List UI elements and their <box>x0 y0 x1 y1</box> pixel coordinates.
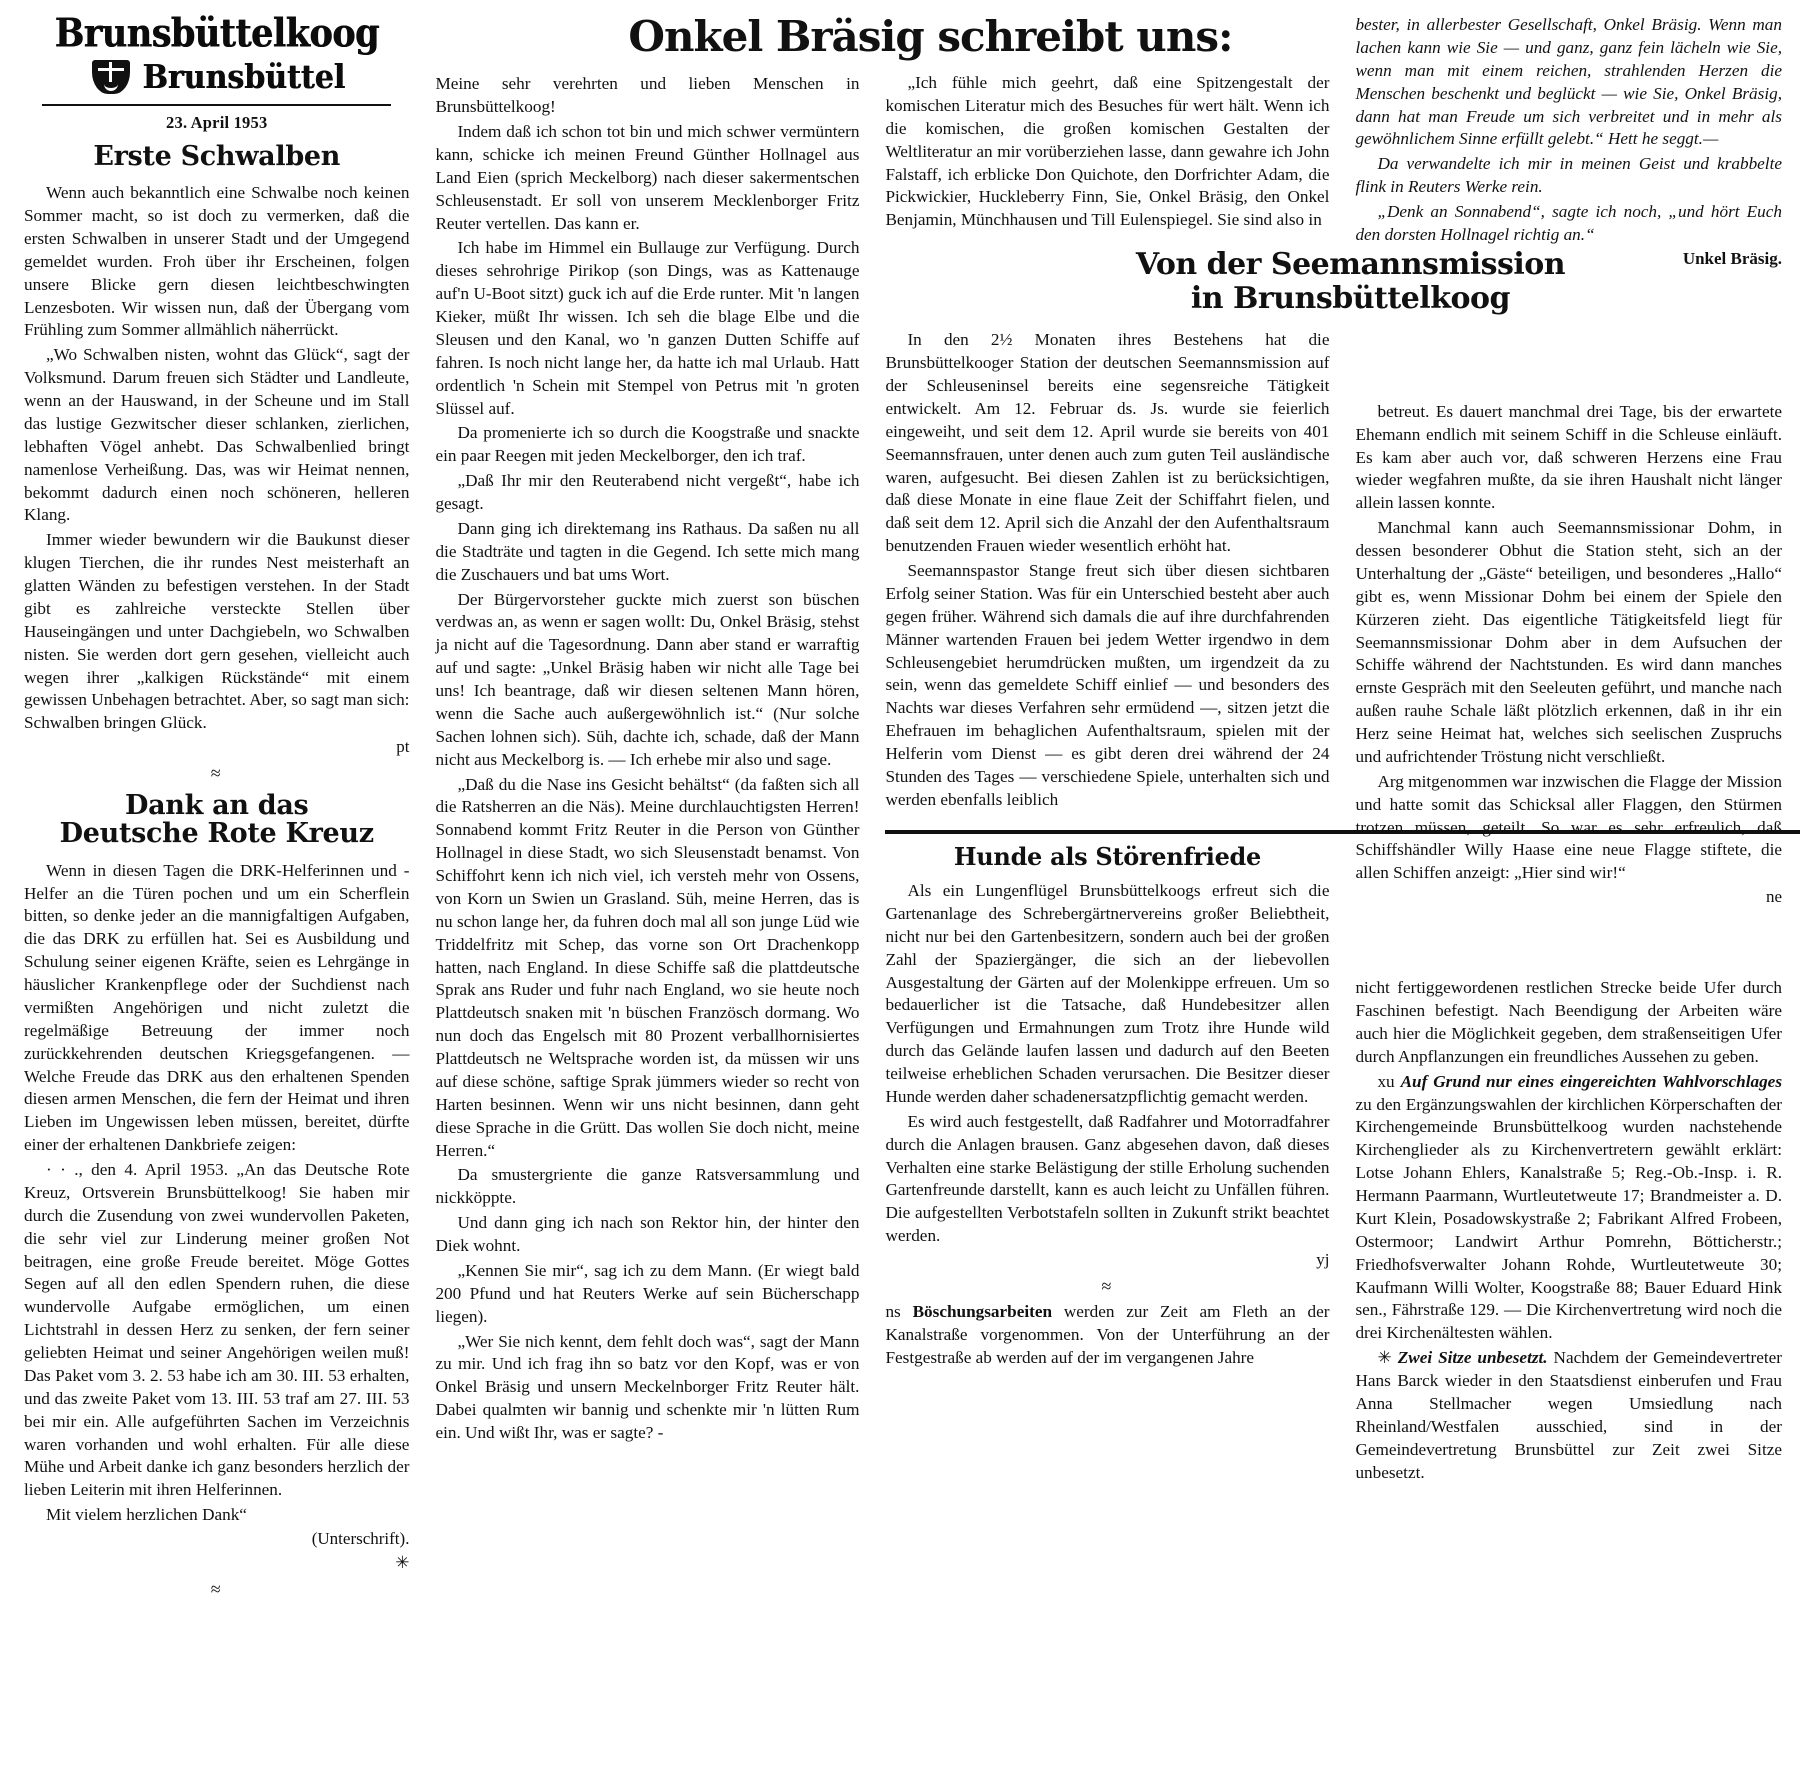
paragraph-zwei-sitze <box>1355 1347 1782 1484</box>
paragraph: bester, in allerbester Gesellschaft, Onkel Bräsig. Wenn man lachen kann wie Sie — und ganz, ganz fein lächeln wie Sie, wenn man mit einem reichen, strahlenden Herzen die Menschen beschenkt und beglückt — wie Sie, Onkel Bräsig, dann hat man Freude um sich verbreitet und in mehr als gewöhnlichem Sinne erfüllt gelebt.“ Hett he seggt.— <box>1355 15 1782 149</box>
paragraph: Da smustergriente die ganze Ratsversammlung und nickköppte. <box>435 1165 860 1208</box>
news-body: Nachdem der Gemeindevertreter Hans Barck wieder in den Staatsdienst einberufen und Frau Anna Stellmacher wegen Umsiedlung nach Rheinland/Westfalen ausschied, sind in der Gemeindevertretung Brunsbüttel zur Zeit zwei Sitze unbesetzt. <box>1355 1348 1782 1482</box>
paragraph: „Denk an Sonnabend“, sagte ich noch, „und hört Euch den dorsten Hollnagel richtig an.“ <box>1355 202 1782 244</box>
paragraph: „Wo Schwalben nisten, wohnt das Glück“, sagt der Volksmund. Darum freuen sich Städter und Landleute, wenn an der Hauswand, in der Scheune und im Stall das lustige Gezwitscher dieser schlanken, zierlichen, lebhaften Vögel anhebt. Das Schwalbenlied bringt namenlose Verheißung. Das, was wir Heimat nennen, bekommt dadurch einen noch schöneren, helleren Klang. <box>24 345 410 525</box>
news-body: werden zur Zeit am Fleth an der Kanalstraße vorgenommen. Von der Unterführung an der Festgestraße ab werden auf der im vergangenen Jahre <box>885 1302 1330 1367</box>
issue-date: 23. April 1953 <box>166 113 268 132</box>
paragraph: Wenn in diesen Tagen die DRK-Helferinnen und -Helfer an die Türen pochen und um ein Scherflein bitten, so denke jeder an die mannigfaltigen Aufgaben, die das DRK zu erfüllen hat. Sei es Ausbildung und Schulung seiner eigenen Kräfte, seien es Lehrgänge in häuslicher Krankenpflege oder der Suchdienst nach vermißten Angehörigen und nicht zuletzt die regelmäßige Betreuung der immer noch zurückkehrenden deutschen Kriegsgefangenen. — Welche Freude das DRK aus den erhaltenen Spenden diesen armen Menschen, die fern der Heimat und ihren Lieben im Ungewissen leben müssen, bereitet, dürfte einer der erhaltenen Dankbriefe zeigen: <box>24 860 410 1155</box>
article-headline-onkel-braesig: Onkel Bräsig schreibt uns: <box>628 12 1233 61</box>
column-4 <box>1355 14 1782 1784</box>
paragraph: Als ein Lungenflügel Brunsbüttelkoogs erfreut sich die Gartenanlage des Schrebergärtnervereins großer Beliebtheit, nicht nur bei den Gartenbesitzern, sondern auch bei der großen Zahl der Spaziergänger, die sich an der liebevollen Ausgestaltung der Gärten auf der Molenkippe erfreuen. Um so bedauerlicher ist die Tatsache, daß Hundebesitzer allen Verfügungen und Ermahnungen zum Trotz ihre Hunde wild durch das Gelände laufen lassen und dadurch auf den Beeten teilweise erheblichen Schaden verursachen. Die Besitzer dieser Hunde werden daher schadenersatzpflichtig gemacht werden. <box>885 881 1330 1106</box>
article-signature: Unkel Bräsig. <box>1682 248 1782 268</box>
column-1 <box>24 10 435 1784</box>
paragraph: „Kennen Sie mir“, sag ich zu dem Mann. (Er wiegt bald 200 Pfund und hat Reuters Werke auf sein Bücherschapp liegen). <box>435 1260 860 1326</box>
paragraph: Seemannspastor Stange freut sich über diesen sichtbaren Erfolg seiner Station. Was für ein Unterschied besteht aber auch gegen früher. Während sich damals die auf ihre durchfahrenden Männer wartenden Frauen bei jedem Wetter irgendwo in dem Schleusengebiet herumdrücken mußten, um irgendzeit da zu sein, wenn das gemeldete Schiff einlief — und besonders des Nachts war dieses Verfahren sehr ermüdend —, sitzen jetzt die Ehefrauen im behaglichen Aufenthaltsraum, spielen mit der Helferin vom Dienst — es gibt deren drei während der 24 Stunden des Tages — verschiedene Spiele, unterhalten sich und werden ebenfalls leiblich <box>885 561 1330 809</box>
paragraph: „Wer Sie nich kennt, dem fehlt doch was“, sagt der Mann zu mir. Und ich frag ihn so batz vor den Kopf, was er von Onkel Bräsig und unsern Meckelnborger Fritz Reuter hält. Dabei qualmten wir bannig und schenkte mir 'n lütten Rum ein. Und wißt Ihr, was er sagte? - <box>435 1331 860 1443</box>
paragraph-wahlvorschlag <box>1355 1071 1782 1346</box>
news-body: zu den Ergänzungswahlen der kirchlichen Körperschaften der Kirchengemeinde Brunsbüttelkoog wurden nachstehende Kirchenglieder als zu Kirchenvertretern gewählt erklärt: Lotse Johann Ehlers, Kanalstraße 5; Reg.-Ob.-Insp. i. R. Hermann Paarmann, Wurtleutetweute 17; Brandmeister a. D. Kurt Klein, Posadowskystraße 2; Fabrikant Alfred Frobeen, Ostermoor; Landwirt Arthur Pomrehn, Bötticherstr.; Friedhofsverwalter Johann Rohde, Wurtleutetweute 30; Kaufmann Willi Wolter, Koogstraße 88; Bauer Eduard Hink sen., Fährstraße 129. — Die Kirchenvertretung wird noch die drei Kirchenältesten wählen. <box>1355 1094 1782 1343</box>
paragraph: Es wird auch festgestellt, daß Radfahrer und Motorradfahrer durch die Anlagen brausen. Ganz abgesehen davon, daß dieses Verhalten eine starke Belästigung der stille Erholung suchenden Gartenfreunde darstellt, kann es auch leicht zu Unfällen führen. Die aufgestellten Verbotstafeln sollten in Zukunft strikt beachtet werden. <box>885 1111 1330 1246</box>
news-prefix: xu <box>1377 1071 1395 1091</box>
asterisk-icon: ✳ <box>1377 1348 1392 1368</box>
article-signature: (Unterschrift). <box>311 1529 410 1549</box>
paragraph: · · ., den 4. April 1953. „An das Deutsche Rote Kreuz, Ortsverein Brunsbüttelkoog! Sie haben mir durch die Zusendung von zwei wundervollen Paketen, die sehr viel zur Linderung meiner großen Not beitragen, eine große Freude bereitet. Möge Gottes Segen auf all den edlen Spendern ruhen, die diese wundervolle Aufgabe ermöglichen, um einen Lichtstrahl in dessen Herz zu senken, der fern seiner geliebten Heimat und seiner Angehörigen weilen muß! Das Paket vom 3. 2. 53 habe ich am 30. III. 53 erhalten, und das zweite Paket vom 13. III. 53 traf am 27. III. 53 bei mir ein. Alle aufgeführten Sachen im Verzeichnis waren vorhanden und wohl erhalten. Für alle diese Mühe und Arbeit danke ich ganz besonders herzlich der lieben Leiterin mit ihren Helferinnen. <box>24 1160 410 1500</box>
article-signature: ne <box>1765 887 1782 907</box>
article-headline-hunde: Hunde als Störenfriede <box>953 841 1262 871</box>
article-headline-erste-schwalben: Erste Schwalben <box>93 141 341 172</box>
article-signature: yj <box>1316 1250 1330 1270</box>
paragraph: „Ich fühle mich geehrt, daß eine Spitzengestalt der komischen Literatur mich des Besuches für wert hält. Wenn ich die komischen, die großen komischen Gestalten der Weltliteratur an mir vorüberziehen lasse, dann gewahre ich John Falstaff, ich erblicke Don Quichote, den Dorfrichter Adam, die Pickwickier, Huckleberry Finn, Sie, Onkel Bräsig, den Onkel Benjamin, Münchhausen und Till Eulenspiegel. Sie sind also in <box>885 73 1330 230</box>
masthead-title-line2: Brunsbüttel <box>142 58 346 97</box>
article-headline-drk-line2: Deutsche Rote Kreuz <box>59 818 374 850</box>
paragraph: Immer wieder bewundern wir die Baukunst dieser klugen Tierchen, die ihr rundes Nest meisterhaft an glatten Wänden zu befestigen verstehen. In der Stadt gibt es zahlreiche versteckte Stellen über Hauseingängen und unter Dachgiebeln, wo Schwalben nisten. Sie werden dort gern gesehen, vielleicht auch wegen ihrer „kalkigen Rückstände“ mit einem gewissen Unbehagen betrachtet. Aber, so sagt man sich: Schwalben bringen Glück. <box>24 530 410 733</box>
paragraph: Da verwandelte ich mir in meinen Geist und krabbelte flink in Reuters Werke rein. <box>1355 154 1782 197</box>
paragraph: „Daß Ihr mir den Reuterabend nicht vergeßt“, habe ich gesagt. <box>435 471 860 514</box>
paragraph: Und dann ging ich nach son Rektor hin, der hinter den Diek wohnt. <box>435 1213 860 1256</box>
paragraph: Mit vielem herzlichen Dank“ <box>46 1505 247 1525</box>
paragraph: Der Bürgervorsteher guckte mich zuerst son büschen verdwas an, as wenn er sagen wollt: Du, Onkel Bräsig, stehst ja nicht auf die Tagesordnung. Dann aber stand er warraftig auf und sagte: „Unkel Bräsig haben wir nicht alle Tage bei uns! Ich beantrage, daß wir diesen seltenen Mann hören, wenn die Sache auch außergewöhnlich ist.“ (Nur solche Sachen lohnen sich). Süh, dachte ich, schade, daß der Mann nicht aus Meckelborg is. — Ich erhebe mir also und sage. <box>435 589 860 769</box>
ornament-divider: ≈ <box>1101 1276 1114 1297</box>
paragraph: nicht fertiggewordenen restlichen Strecke beide Ufer durch Faschinen befestigt. Nach Beendigung der Arbeiten wäre auch hier die Möglichkeit gegeben, dem straßenseitigen Ufer durch Anpflanzungen ein freundliches Aussehen zu geben. <box>1355 978 1782 1066</box>
paragraph: Ich habe im Himmel ein Bullauge zur Verfügung. Durch dieses sehrohrige Pirikop (son Dings, was as Kattenauge auf'n U-Boot sitzt) guck ich auf die Erde runter. Mit 'n langen Kieker, müßt Ihr wissen. Ich seh die blage Elbe und die Sleusen und den Kanal, wo 'n ganzen Dutten Schiffe auf fahren. Is noch nicht lange her, da hatte ich mal Urlaub. Hatt ordentlich 'n Schein mit Stempel von Petrus mit 'n groten Slüssel auf. <box>435 238 860 418</box>
news-lead-bold: Böschungsarbeiten <box>912 1302 1053 1322</box>
news-prefix: ns <box>885 1302 901 1322</box>
article-headline-drk-line1: Dank an das <box>125 790 309 822</box>
paragraph: Arg mitgenommen war inzwischen die Flagge der Mission und hatte somit das Schicksal aller Flaggen, den Stürmen trotzen müssen, geteilt. So war es sehr erfreulich, daß Schiffshändler Willy Haase eine neue Flagge stiftete, die allen Schiffen anzeigt: „Hier sind wir!“ <box>1355 771 1782 883</box>
paragraph: In den 2½ Monaten ihres Bestehens hat die Brunsbüttelkooger Station der deutschen Seemannsmission auf der Schleuseninsel bereits eine segensreiche Tätigkeit entwickelt. Am 12. Februar ds. Js. wurde sie feierlich eingeweiht, und seit dem 12. April wurde sie bereits von 401 Seemannsfrauen, unter denen auch zum guten Teil ausländische waren, aufgesucht. Bei diesen Zahlen ist zu berücksichtigen, daß diese Monate in eine flaue Zeit der Schiffahrt fielen, und daß seit dem 12. April sich die Anzahl der den Aufenthaltsraum benutzenden Frauen wieder wesentlich erhöht hat. <box>885 330 1330 556</box>
masthead-divider <box>42 104 391 106</box>
article-signature: pt <box>396 737 410 757</box>
paragraph: Dann ging ich direktemang ins Rathaus. Da saßen nu all die Stadträte und tagten in die Gegend. Ich sette mich mang die Zuschauers und bat ums Wort. <box>435 518 860 584</box>
signature-mark: ✳ <box>395 1553 410 1573</box>
paragraph-boeschung <box>885 1301 1329 1370</box>
ornament-divider: ≈ <box>210 1579 223 1600</box>
ornament-divider: ≈ <box>210 763 223 784</box>
paragraph: Manchmal kann auch Seemannsmissionar Dohm, in dessen besonderer Obhut die Station steht, sich an der Unterhaltung der „Gäste“ beteiligen, und besonderes „Hallo“ gibt es, wenn Missionar Dohm bei einem der Spiele den Kürzeren zieht. Das eigentliche Tätigkeitsfeld liegt für Seemannsmissionar Dohm aber in dem Aufsuchen der Schiffe während der Nachtstunden. Es wird dann manches ernste Gespräch mit den Seeleuten geführt, und manche nach außen rauhe Schale läßt plötzlich erkennen, daß in ihr ein Herz seine Heimat hat, welches sich seelischen Zuspruchs und aufrichtender Tröstung nicht verschließt. <box>1355 518 1782 766</box>
paragraph: Wenn auch bekanntlich eine Schwalbe noch keinen Sommer macht, so ist doch zu vermerken, daß die ersten Schwalben in unserer Stadt und der Umgegend gemeldet wurden. Froh über ihr Erscheinen, folgen unsere Blicke gern diesen leichtbeschwingten Lenzesboten. Wir wissen nun, daß der Übergang vom Frühling zum Sommer allmählich näherrückt. <box>24 183 410 340</box>
paragraph: betreut. Es dauert manchmal drei Tage, bis der erwartete Ehemann endlich mit seinem Schiff in die Schleuse einläuft. Es kam aber auch vor, daß schweren Herzens eine Frau wieder wegfahren mußte, da sie ihren Haushalt nicht länger allein lassen konnte. <box>1355 401 1782 513</box>
news-lead-bold: Auf Grund nur eines eingereichten Wahlvorschlages <box>1400 1071 1783 1091</box>
paragraph: „Daß du die Nase ins Gesicht behältst“ (da faßten sich all die Ratsherren an die Näs). Meine durchlauchtigsten Herren! Sonnabend kommt Fritz Reuter in die Person von Günther Hollnagel in diese Stadt, wo sich Sleusenstadt benamst. Von Schiffohrt kenn ich nich viel, ich versteh mehr von Ossens, von Korn un Swien un Grasland. Süh, meine Herren, das is nu schon lange her, da fuhren doch mal all son junge Lüd wie Triddelfritz mit Schep, das vorne son Ort Drachenkopp hatten, nach England. In diese Schiffe saß die plattdeutsche Sprak ans Ruder und fuhr nach England, wo sie heute noch Plattdeutsch snaken mit 'n büschen Französch dormang. Wo nun doch das Engelsch mit 80 Prozent verballhornisiertes Plattdeutsch ne Weltsprache worden ist, da müssen wir uns auf diese schöne, saftige Sprak jümmers wieder so recht von Harten besinnen. Wenn wir uns nicht besinnen, dann geht diese Sprache in die Grütt. Das wollen Sie doch nicht, meine Herren.“ <box>435 774 860 1160</box>
paragraph: Meine sehr verehrten und lieben Menschen in Brunsbüttelkoog! <box>435 74 860 117</box>
paragraph: Indem daß ich schon tot bin und mich schwer vermüntern kann, schicke ich meinen Freund Günther Hollnagel aus Land Eien (sprich Meckelborg) nach dieser sakermentschen Schleusenstadt. Er soll von unserem Mecklenborger Fritz Reuter vertellen. Das kann er. <box>435 122 860 233</box>
article-headline-seemannsmission-line1: Von der Seemannsmission <box>1135 247 1566 283</box>
masthead-title-line1: Brunsbüttelkoog <box>54 10 379 57</box>
news-lead-bold: Zwei Sitze unbesetzt. <box>1397 1348 1548 1368</box>
paragraph: Da promenierte ich so durch die Koogstraße und snackte ein paar Reegen mit jeden Meckelborger, den ich traf. <box>435 423 860 466</box>
article-headline-seemannsmission-line2: in Brunsbüttelkoog <box>1190 280 1510 316</box>
masthead <box>24 10 409 133</box>
anchor-crest-icon <box>88 58 134 98</box>
masthead-row-2 <box>24 58 409 98</box>
